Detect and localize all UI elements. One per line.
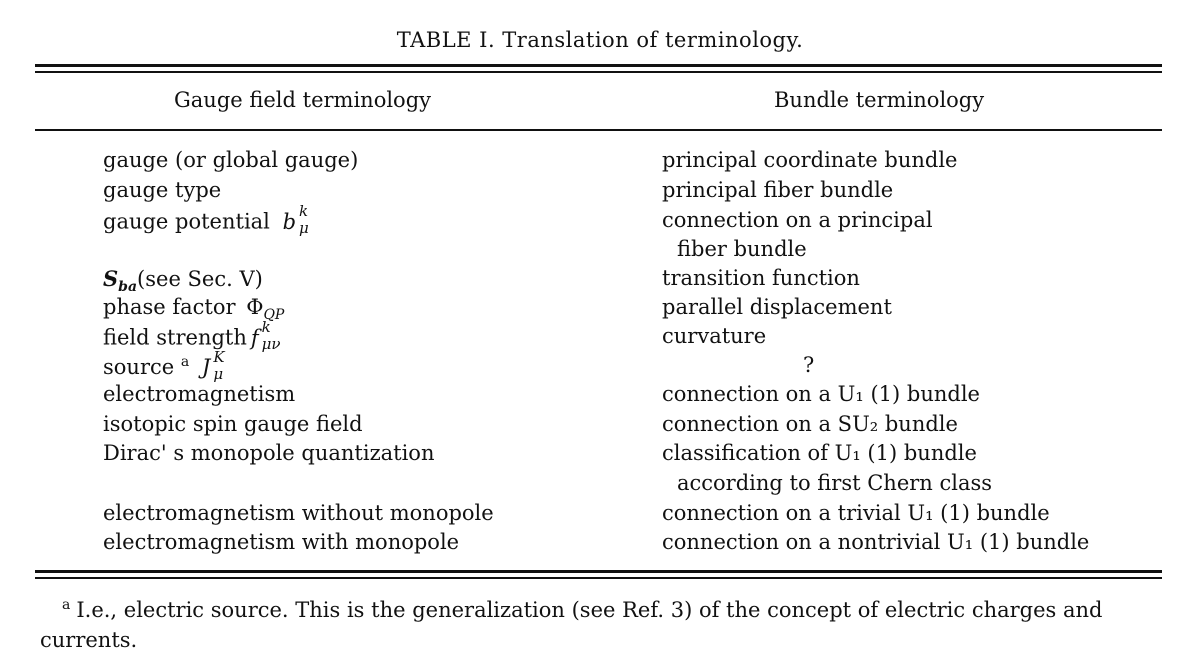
table-footnote xyxy=(40,590,1170,655)
row-12-left: electromagnetism with monopole xyxy=(103,530,460,554)
table-caption: TABLE I. Translation of terminology. xyxy=(396,28,804,52)
row-3-right: connection on a principal xyxy=(662,208,933,232)
row-4-left xyxy=(103,268,263,294)
row-1-left: gauge (or global gauge) xyxy=(103,148,359,172)
symbol-f-indices xyxy=(261,318,285,353)
row-4-right: transition function xyxy=(662,266,860,290)
symbol-b-sub: μ xyxy=(299,219,309,237)
bottom-double-rule-thin xyxy=(35,577,1162,579)
row-3-left-text: gauge potential xyxy=(103,209,270,234)
row-7-left xyxy=(103,347,228,383)
symbol-f-sub: μν xyxy=(261,335,281,353)
symbol-s-sub: ba xyxy=(118,279,138,296)
row-6-left xyxy=(103,318,285,353)
row-10-left: Dirac' s monopole quantization xyxy=(103,441,435,465)
row-7-right: ? xyxy=(803,353,815,377)
bottom-double-rule-thick xyxy=(35,570,1162,573)
symbol-s: S xyxy=(103,266,119,291)
row-10-right-cont: according to first Chern class xyxy=(677,471,993,495)
symbol-b-sup: k xyxy=(299,202,309,220)
row-11-right: connection on a trivial U₁ (1) bundle xyxy=(662,501,1050,525)
symbol-phi-sub: QP xyxy=(263,307,285,324)
top-double-rule-thin xyxy=(35,71,1162,73)
row-6-right: curvature xyxy=(662,324,767,348)
symbol-j-sub: μ xyxy=(213,364,224,383)
symbol-j: J xyxy=(201,355,211,379)
header-bundle: Bundle terminology xyxy=(774,88,985,112)
header-rule xyxy=(35,129,1162,131)
symbol-f-sup: k xyxy=(261,318,271,336)
row-8-right: connection on a U₁ (1) bundle xyxy=(662,382,980,406)
top-double-rule-thick xyxy=(35,64,1162,67)
row-12-right: connection on a nontrivial U₁ (1) bundle xyxy=(662,530,1090,554)
row-5-right: parallel displacement xyxy=(662,295,892,319)
header-gauge-field: Gauge field terminology xyxy=(174,88,432,112)
row-10-right: classification of U₁ (1) bundle xyxy=(662,441,977,465)
row-11-left: electromagnetism without monopole xyxy=(103,501,494,525)
row-4-left-text: (see Sec. V) xyxy=(137,267,263,291)
row-7-left-text: source xyxy=(103,355,175,379)
row-2-right: principal fiber bundle xyxy=(662,178,894,202)
row-3-right-cont: fiber bundle xyxy=(677,237,807,261)
row-5-left-text: phase factor xyxy=(103,295,236,319)
footnote-mark: a xyxy=(62,597,71,613)
row-9-left: isotopic spin gauge field xyxy=(103,412,363,436)
symbol-j-sup: K xyxy=(213,347,225,366)
row-3-left xyxy=(103,202,314,237)
symbol-j-indices xyxy=(212,347,228,383)
row-8-left: electromagnetism xyxy=(103,382,296,406)
row-6-left-text: field strength xyxy=(103,325,247,350)
row-5-left xyxy=(103,297,284,322)
row-9-right: connection on a SU₂ bundle xyxy=(662,412,958,436)
row-1-right: principal coordinate bundle xyxy=(662,148,958,172)
footnote-text: I.e., electric source. This is the generalization (see Ref. 3) of the concept of electric charges and currents. xyxy=(40,598,1103,652)
symbol-b: b xyxy=(282,209,297,234)
row-2-left: gauge type xyxy=(103,178,222,202)
symbol-f: f xyxy=(250,325,259,350)
symbol-phi: Φ xyxy=(246,295,264,319)
symbol-b-indices xyxy=(298,202,314,237)
row-7-footnote-mark: a xyxy=(180,354,190,370)
